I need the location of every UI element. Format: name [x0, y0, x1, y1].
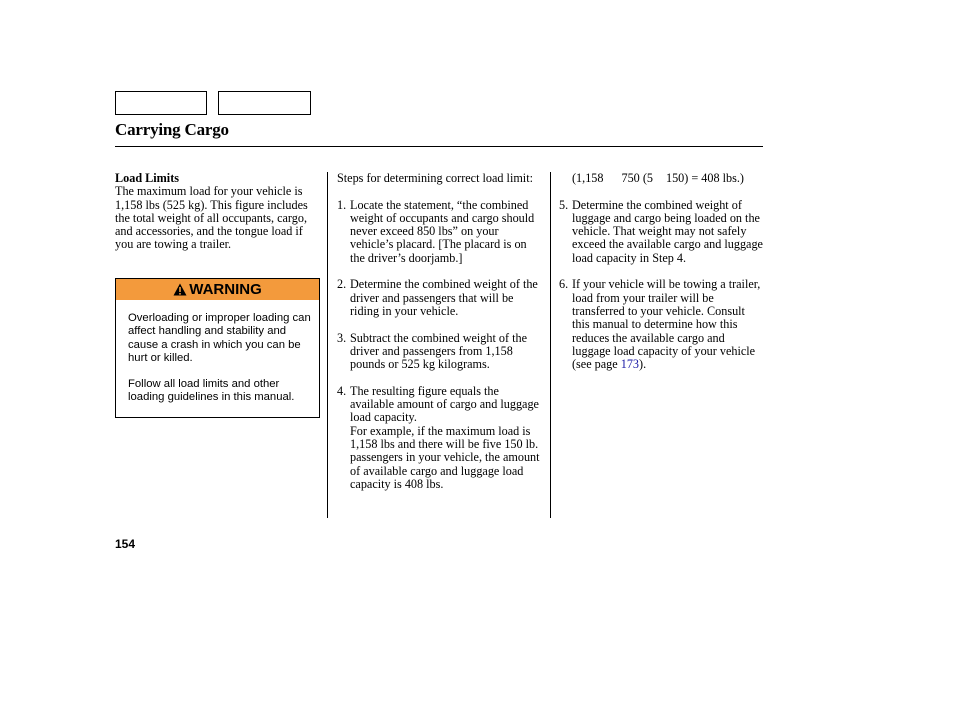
- step-text-end: ).: [639, 357, 647, 372]
- warning-paragraph: Overloading or improper loading can affect handling and stability and cause a crash in which you can be hurt or killed.: [128, 312, 311, 364]
- warning-paragraph: Follow all load limits and other loading guidelines in this manual.: [128, 378, 295, 404]
- step-number: 1.: [337, 197, 347, 212]
- nav-next-button[interactable]: [218, 91, 311, 115]
- step-text: Subtract the combined weight of the driver and passengers from 1,158 pounds or 525 kg kilograms.: [350, 330, 528, 372]
- step-text: Locate the statement, “the combined weight of occupants and cargo should never exceed 850 lbs” on your vehicle’s placard. [The placard is on the driver’s doorjamb.]: [350, 197, 535, 265]
- warning-box: [115, 278, 320, 418]
- step-item: [337, 199, 542, 265]
- steps-intro: Steps for determining correct load limit:: [337, 171, 533, 185]
- section-title: Carrying Cargo: [115, 120, 229, 139]
- step-text: The resulting figure equals the available amount of cargo and luggage load capacity.: [350, 383, 539, 425]
- load-limits-paragraph: The maximum load for your vehicle is 1,158 lbs (525 kg). This figure includes the total weight of all occupants, cargo, and accessories, and the tongue load if you are towing a trailer.: [115, 184, 308, 252]
- warning-title: WARNING: [189, 281, 262, 298]
- column-3: [559, 172, 764, 385]
- step-number: 2.: [337, 277, 347, 292]
- column-2: [337, 172, 542, 504]
- warning-triangle-icon: [173, 283, 187, 296]
- step-number: 4.: [337, 383, 347, 398]
- title-rule: [115, 146, 763, 147]
- column-1: [115, 172, 323, 252]
- step-number: 5.: [559, 197, 569, 212]
- nav-prev-button[interactable]: [115, 91, 207, 115]
- step-text: Determine the combined weight of the driver and passengers that will be riding in your vehicle.: [350, 277, 538, 318]
- step-item: [559, 278, 764, 371]
- step-item: [337, 385, 542, 491]
- step-text: If your vehicle will be towing a trailer, load from your trailer will be transferred to your vehicle. Consult this manual to determine how this reduces the available cargo and luggage load capacity of your vehicle (see page: [572, 277, 761, 372]
- step-text: Determine the combined weight of luggage and cargo being loaded on the vehicle. That weight may not safely exceed the available cargo and luggage load capacity in Step 4.: [572, 197, 763, 265]
- column-divider: [327, 172, 328, 518]
- step-item: [337, 278, 542, 318]
- step-number: 3.: [337, 330, 347, 345]
- page-number: 154: [115, 537, 136, 551]
- load-limits-heading: Load Limits: [115, 171, 179, 185]
- page-link[interactable]: 173: [620, 357, 640, 372]
- calc-part: 750 (5: [621, 171, 653, 185]
- calc-part: (1,158: [572, 171, 604, 185]
- calc-part: 150) = 408 lbs.): [665, 171, 744, 185]
- column-divider: [550, 172, 551, 518]
- warning-header: [116, 279, 319, 300]
- step-item: [337, 332, 542, 372]
- calculation-line: [559, 172, 764, 185]
- step-number: 6.: [559, 277, 569, 292]
- warning-body: [116, 300, 319, 405]
- step-example: For example, if the maximum load is 1,158 lbs and there will be five 150 lb. passengers in your vehicle, the amount of available cargo and luggage load capacity is 408 lbs.: [350, 423, 540, 491]
- step-item: [559, 199, 764, 265]
